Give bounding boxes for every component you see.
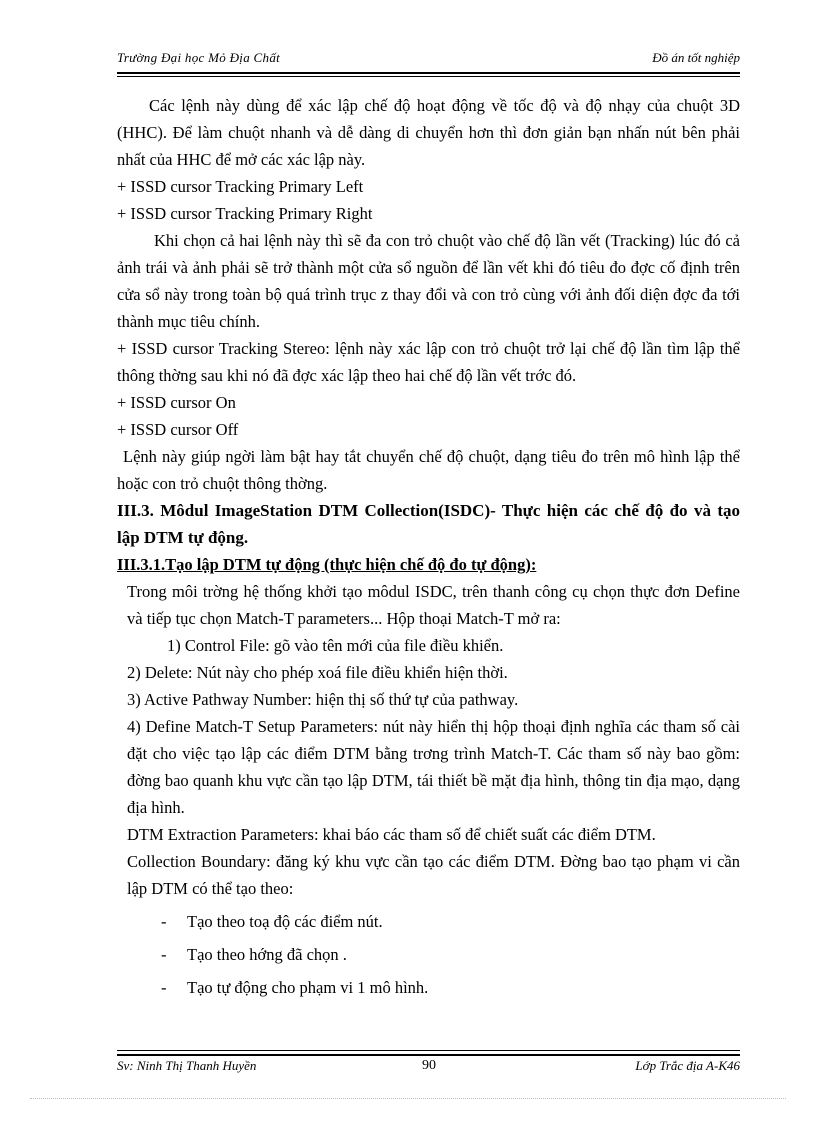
paragraph: Lệnh này giúp ngời làm bật hay tắt chuyển chế độ chuột, dạng tiêu đo trên mô hình lập thể hoặc con trỏ chuột thông thờng. bbox=[117, 447, 740, 493]
page-body bbox=[117, 92, 740, 1001]
dash-marker: - bbox=[161, 978, 167, 997]
dash-item bbox=[117, 941, 740, 968]
paragraph: Trong môi trờng hệ thống khởi tạo môdul ISDC, trên thanh công cụ chọn thực đơn Define và tiếp tục chọn Match-T parameters... Hộp thoại Match-T mở ra: bbox=[127, 582, 740, 628]
dash-item-text: Tạo theo toạ độ các điểm nút. bbox=[187, 912, 383, 931]
numbered-item: 2) Delete: Nút này cho phép xoá file điều khiển hiện thời. bbox=[127, 663, 508, 682]
paragraph: + ISSD cursor Tracking Stereo: lệnh này xác lập con trỏ chuột trở lại chế độ lần tìm lập thể thông thờng sau khi nó đã đợc xác lập theo hai chế độ lần vết trớc đó. bbox=[117, 339, 740, 385]
dash-item-text: Tạo tự động cho phạm vi 1 mô hình. bbox=[187, 978, 429, 997]
dash-item bbox=[117, 908, 740, 935]
header-school: Trường Đại học Mỏ Địa Chất bbox=[117, 50, 281, 65]
list-item: + ISSD cursor Tracking Primary Left bbox=[117, 177, 364, 196]
subsection-heading: III.3.1.Tạo lập DTM tự động (thực hiện chế độ đo tự động): bbox=[117, 555, 537, 574]
page-footer bbox=[117, 1058, 740, 1078]
dash-item bbox=[117, 974, 740, 1001]
header-doc-type: Đồ án tốt nghiệp bbox=[652, 50, 740, 65]
dash-marker: - bbox=[161, 945, 167, 964]
page-edge-dots bbox=[30, 1098, 786, 1099]
numbered-item: 1) Control File: gõ vào tên mới của file điều khiển. bbox=[167, 636, 504, 655]
page-header bbox=[117, 50, 740, 70]
dash-marker: - bbox=[161, 912, 167, 931]
section-heading: III.3. Môdul ImageStation DTM Collection(ISDC)- Thực hiện các chế độ đo và tạo lập DTM tự động. bbox=[117, 501, 740, 547]
footer-rule-thin bbox=[117, 1050, 740, 1051]
list-item: + ISSD cursor Tracking Primary Right bbox=[117, 204, 373, 223]
paragraph: Các lệnh này dùng để xác lập chế độ hoạt động về tốc độ và độ nhạy của chuột 3D (HHC). Để làm chuột nhanh và dễ dàng di chuyển hơn thì đơn giản bạn nhấn nút bên phải nhất của HHC để mở các xác lập này. bbox=[117, 96, 740, 169]
numbered-item: 4) Define Match-T Setup Parameters: nút này hiển thị hộp thoại định nghĩa các tham số cài đặt cho việc tạo lập các điểm DTM bằng trơng trình Match-T. Các tham số này bao gồm: đờng bao quanh khu vực cần tạo lập DTM, tái thiết bề mặt địa hình, thông tin địa mạo, dạng địa hình. bbox=[127, 717, 740, 817]
list-item: + ISSD cursor On bbox=[117, 393, 236, 412]
numbered-item: 3) Active Pathway Number: hiện thị số thứ tự của pathway. bbox=[127, 690, 519, 709]
list-item: + ISSD cursor Off bbox=[117, 420, 239, 439]
page-number: 90 bbox=[422, 1058, 436, 1073]
paragraph: DTM Extraction Parameters: khai báo các tham số để chiết suất các điểm DTM. bbox=[127, 825, 656, 844]
paragraph: Khi chọn cả hai lệnh này thì sẽ đa con trỏ chuột vào chế độ lần vết (Tracking) lúc đó cả ảnh trái và ảnh phải sẽ trở thành một cửa sổ nguồn để lần vết khi đó tiêu đo đợc cố định trên cửa sổ này trong toàn bộ quá trình trục z thay đổi và con trỏ cùng với ảnh đối diện đợc đa tới thành mục tiêu chính. bbox=[117, 231, 740, 331]
dash-item-text: Tạo theo hớng đã chọn . bbox=[187, 945, 347, 964]
footer-rule bbox=[117, 1054, 740, 1056]
header-rule-thin bbox=[117, 76, 740, 77]
paragraph: Collection Boundary: đăng ký khu vực cần tạo các điểm DTM. Đờng bao tạo phạm vi cần lập DTM có thể tạo theo: bbox=[127, 852, 740, 898]
header-rule bbox=[117, 72, 740, 74]
footer-class: Lớp Trắc địa A-K46 bbox=[635, 1058, 740, 1073]
footer-student: Sv: Ninh Thị Thanh Huyền bbox=[117, 1058, 257, 1073]
